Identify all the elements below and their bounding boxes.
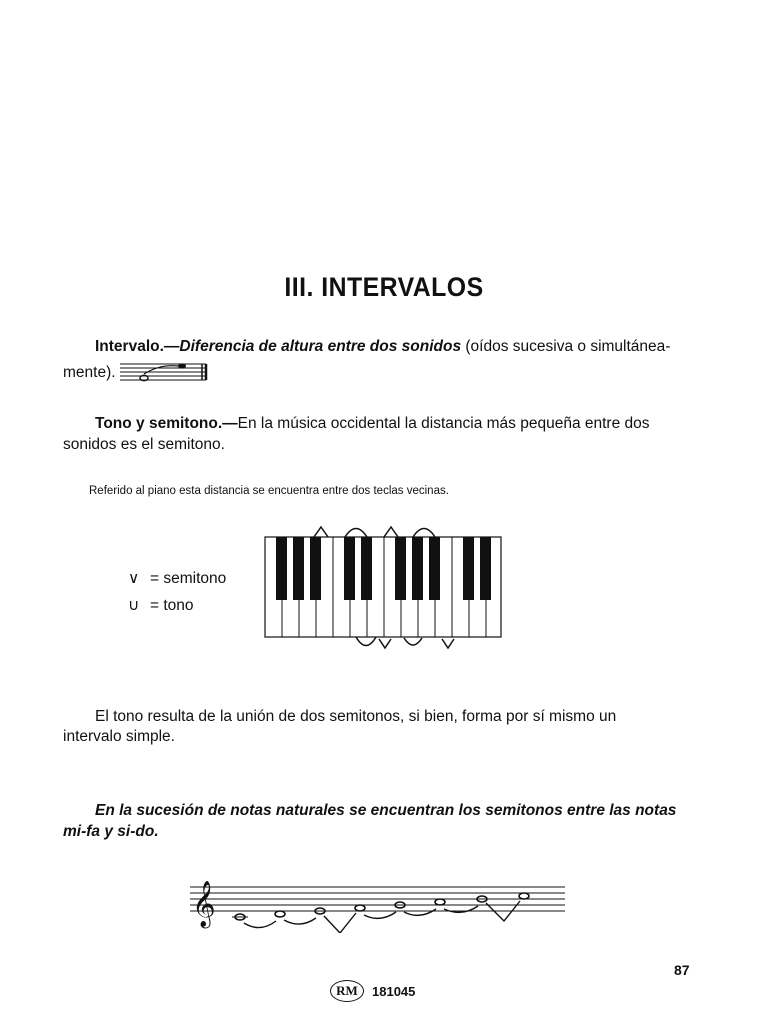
tono-semitono-dash: —	[222, 415, 238, 432]
chapter-title: III. INTERVALOS	[284, 272, 484, 302]
natural-notes-staff	[190, 873, 570, 933]
tono-semitono-paragraph	[95, 413, 705, 434]
semitono-symbol: ∨	[128, 570, 140, 587]
sucesion-line1: En la sucesión de notas naturales se encuentran los semitonos entre las notas	[95, 802, 677, 819]
tono-semitono-line1: En la música occidental la distancia más pequeña entre dos	[237, 415, 650, 432]
legend-tono	[128, 596, 194, 615]
tono-union-line1: El tono resulta de la unión de dos semitonos, si bien, forma por sí mismo un	[95, 708, 617, 725]
intervalo-paragraph	[95, 336, 705, 357]
intervalo-rest-line1: (oídos sucesiva o simultánea-	[461, 338, 671, 355]
sucesion-y: y	[100, 823, 118, 840]
intervalo-dash: —	[163, 338, 180, 355]
intervalo-term: Intervalo.	[95, 338, 164, 355]
tono-symbol: ∪	[128, 597, 140, 614]
footer-code: 181045	[372, 983, 416, 999]
tono-semitono-term: Tono y semitono.	[95, 415, 223, 432]
tono-union-line2: intervalo simple.	[63, 728, 175, 745]
interval-staff-example	[120, 360, 210, 384]
sucesion-si-do: si-do	[117, 823, 155, 840]
legend-semitono	[128, 569, 226, 588]
intervalo-definition: Diferencia de altura entre dos sonidos	[179, 338, 462, 355]
sucesion-period: .	[154, 823, 159, 840]
semitono-label: = semitono	[150, 570, 227, 587]
interval-marks-bottom	[356, 637, 454, 648]
interval-marks	[244, 901, 520, 933]
intervalo-rest-line2: mente).	[63, 364, 116, 381]
treble-clef-icon: 𝄞	[192, 881, 216, 927]
interval-marks-top	[314, 527, 435, 537]
sucesion-line2	[63, 821, 159, 842]
sucesion-mi-fa: mi-fa	[63, 823, 101, 840]
page-number: 87	[674, 962, 690, 978]
whole-notes	[235, 893, 529, 920]
piano-keyboard	[258, 520, 508, 652]
footer	[330, 980, 415, 1002]
rm-logo-icon: RM	[330, 980, 364, 1002]
tono-label: = tono	[150, 597, 194, 614]
piano-note: Referido al piano esta distancia se encuentra entre dos teclas vecinas.	[89, 485, 449, 497]
intervalo-line2	[63, 362, 116, 383]
tono-semitono-line2: sonidos es el semitono.	[63, 436, 225, 453]
